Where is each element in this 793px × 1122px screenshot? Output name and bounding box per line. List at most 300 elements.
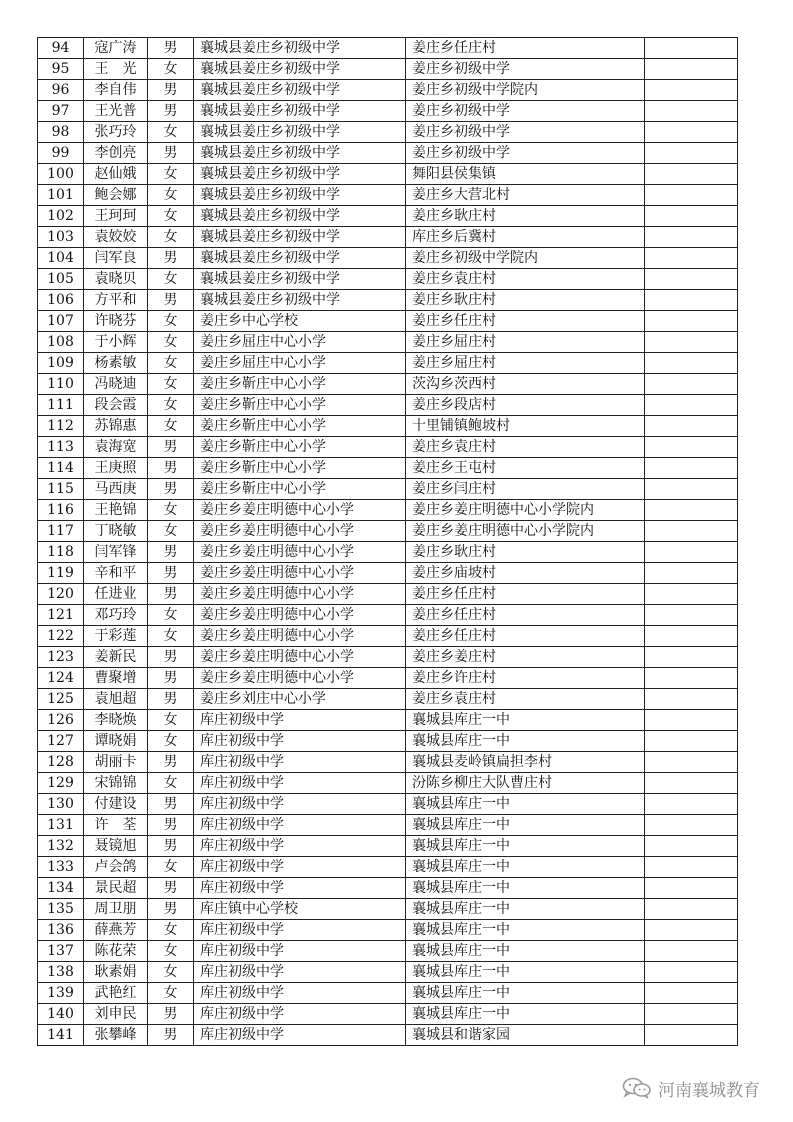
- person-name-cell: 聂镜旭: [84, 836, 148, 857]
- table-row: [38, 878, 738, 899]
- work-unit-cell: 库庄初级中学: [194, 941, 406, 962]
- table-row: [38, 731, 738, 752]
- work-unit-cell: 姜庄乡姜庄明德中心小学: [194, 626, 406, 647]
- remark-cell: [645, 143, 738, 164]
- person-name-cell: 王 光: [84, 59, 148, 80]
- gender-cell: 男: [148, 647, 194, 668]
- person-name-cell: 袁姣姣: [84, 227, 148, 248]
- remark-cell: [645, 290, 738, 311]
- home-address-cell: 襄城县库庄一中: [406, 857, 645, 878]
- gender-cell: 男: [148, 479, 194, 500]
- table-row: [38, 101, 738, 122]
- remark-cell: [645, 857, 738, 878]
- person-name-cell: 马西庚: [84, 479, 148, 500]
- gender-cell: 男: [148, 1025, 194, 1046]
- gender-cell: 男: [148, 584, 194, 605]
- remark-cell: [645, 416, 738, 437]
- work-unit-cell: 库庄初级中学: [194, 983, 406, 1004]
- home-address-cell: 姜庄乡王屯村: [406, 458, 645, 479]
- gender-cell: 女: [148, 374, 194, 395]
- gender-cell: 女: [148, 941, 194, 962]
- work-unit-cell: 库庄初级中学: [194, 752, 406, 773]
- row-number-cell: 117: [38, 521, 84, 542]
- person-name-cell: 武艳红: [84, 983, 148, 1004]
- work-unit-cell: 库庄初级中学: [194, 710, 406, 731]
- remark-cell: [645, 773, 738, 794]
- person-name-cell: 赵仙娥: [84, 164, 148, 185]
- gender-cell: 男: [148, 437, 194, 458]
- gender-cell: 男: [148, 1004, 194, 1025]
- home-address-cell: 姜庄乡耿庄村: [406, 290, 645, 311]
- table-row: [38, 395, 738, 416]
- home-address-cell: 襄城县麦岭镇扁担李村: [406, 752, 645, 773]
- gender-cell: 男: [148, 563, 194, 584]
- work-unit-cell: 姜庄乡姜庄明德中心小学: [194, 668, 406, 689]
- gender-cell: 女: [148, 626, 194, 647]
- row-number-cell: 123: [38, 647, 84, 668]
- person-name-cell: 张巧玲: [84, 122, 148, 143]
- work-unit-cell: 库庄初级中学: [194, 962, 406, 983]
- roster-table: [37, 37, 738, 1046]
- work-unit-cell: 襄城县姜庄乡初级中学: [194, 206, 406, 227]
- remark-cell: [645, 899, 738, 920]
- person-name-cell: 段会霞: [84, 395, 148, 416]
- home-address-cell: 姜庄乡姜庄明德中心小学院内: [406, 521, 645, 542]
- remark-cell: [645, 626, 738, 647]
- row-number-cell: 122: [38, 626, 84, 647]
- remark-cell: [645, 269, 738, 290]
- row-number-cell: 119: [38, 563, 84, 584]
- remark-cell: [645, 59, 738, 80]
- gender-cell: 男: [148, 899, 194, 920]
- table-row: [38, 899, 738, 920]
- home-address-cell: 姜庄乡初级中学: [406, 101, 645, 122]
- person-name-cell: 王艳锦: [84, 500, 148, 521]
- home-address-cell: 姜庄乡袁庄村: [406, 437, 645, 458]
- row-number-cell: 121: [38, 605, 84, 626]
- home-address-cell: 姜庄乡耿庄村: [406, 206, 645, 227]
- gender-cell: 男: [148, 668, 194, 689]
- remark-cell: [645, 1025, 738, 1046]
- home-address-cell: 库庄乡后冀村: [406, 227, 645, 248]
- table-row: [38, 122, 738, 143]
- person-name-cell: 李晓焕: [84, 710, 148, 731]
- gender-cell: 女: [148, 122, 194, 143]
- remark-cell: [645, 437, 738, 458]
- home-address-cell: 襄城县库庄一中: [406, 836, 645, 857]
- row-number-cell: 135: [38, 899, 84, 920]
- table-row: [38, 542, 738, 563]
- home-address-cell: 姜庄乡屈庄村: [406, 332, 645, 353]
- person-name-cell: 薛燕芳: [84, 920, 148, 941]
- remark-cell: [645, 353, 738, 374]
- person-name-cell: 丁晓敏: [84, 521, 148, 542]
- person-name-cell: 胡丽卡: [84, 752, 148, 773]
- home-address-cell: 姜庄乡袁庄村: [406, 269, 645, 290]
- remark-cell: [645, 521, 738, 542]
- row-number-cell: 112: [38, 416, 84, 437]
- table-row: [38, 668, 738, 689]
- home-address-cell: 姜庄乡袁庄村: [406, 689, 645, 710]
- gender-cell: 女: [148, 773, 194, 794]
- row-number-cell: 98: [38, 122, 84, 143]
- row-number-cell: 114: [38, 458, 84, 479]
- home-address-cell: 襄城县库庄一中: [406, 731, 645, 752]
- gender-cell: 男: [148, 80, 194, 101]
- person-name-cell: 冯晓迪: [84, 374, 148, 395]
- home-address-cell: 姜庄乡闫庄村: [406, 479, 645, 500]
- row-number-cell: 140: [38, 1004, 84, 1025]
- table-row: [38, 437, 738, 458]
- home-address-cell: 姜庄乡耿庄村: [406, 542, 645, 563]
- table-row: [38, 500, 738, 521]
- work-unit-cell: 襄城县姜庄乡初级中学: [194, 143, 406, 164]
- table-row: [38, 374, 738, 395]
- person-name-cell: 宋锦锦: [84, 773, 148, 794]
- remark-cell: [645, 710, 738, 731]
- row-number-cell: 130: [38, 794, 84, 815]
- gender-cell: 男: [148, 101, 194, 122]
- row-number-cell: 101: [38, 185, 84, 206]
- table-row: [38, 59, 738, 80]
- remark-cell: [645, 584, 738, 605]
- row-number-cell: 106: [38, 290, 84, 311]
- person-name-cell: 陈花荣: [84, 941, 148, 962]
- gender-cell: 女: [148, 920, 194, 941]
- row-number-cell: 96: [38, 80, 84, 101]
- work-unit-cell: 姜庄乡姜庄明德中心小学: [194, 584, 406, 605]
- person-name-cell: 王光普: [84, 101, 148, 122]
- home-address-cell: 姜庄乡任庄村: [406, 38, 645, 59]
- row-number-cell: 102: [38, 206, 84, 227]
- table-row: [38, 794, 738, 815]
- person-name-cell: 邓巧玲: [84, 605, 148, 626]
- person-name-cell: 闫军良: [84, 248, 148, 269]
- person-name-cell: 辛和平: [84, 563, 148, 584]
- remark-cell: [645, 752, 738, 773]
- work-unit-cell: 襄城县姜庄乡初级中学: [194, 122, 406, 143]
- table-row: [38, 962, 738, 983]
- table-row: [38, 248, 738, 269]
- table-row: [38, 80, 738, 101]
- person-name-cell: 耿素娟: [84, 962, 148, 983]
- row-number-cell: 139: [38, 983, 84, 1004]
- work-unit-cell: 襄城县姜庄乡初级中学: [194, 59, 406, 80]
- row-number-cell: 126: [38, 710, 84, 731]
- remark-cell: [645, 80, 738, 101]
- remark-cell: [645, 689, 738, 710]
- person-name-cell: 李创亮: [84, 143, 148, 164]
- gender-cell: 女: [148, 311, 194, 332]
- person-name-cell: 刘申民: [84, 1004, 148, 1025]
- row-number-cell: 113: [38, 437, 84, 458]
- person-name-cell: 袁晓贝: [84, 269, 148, 290]
- table-row: [38, 143, 738, 164]
- table-row: [38, 1025, 738, 1046]
- table-row: [38, 206, 738, 227]
- person-name-cell: 任进业: [84, 584, 148, 605]
- home-address-cell: 姜庄乡段店村: [406, 395, 645, 416]
- home-address-cell: 襄城县库庄一中: [406, 794, 645, 815]
- home-address-cell: 襄城县库庄一中: [406, 815, 645, 836]
- table-row: [38, 563, 738, 584]
- row-number-cell: 105: [38, 269, 84, 290]
- row-number-cell: 120: [38, 584, 84, 605]
- remark-cell: [645, 38, 738, 59]
- table-row: [38, 710, 738, 731]
- row-number-cell: 136: [38, 920, 84, 941]
- person-name-cell: 苏锦惠: [84, 416, 148, 437]
- gender-cell: 男: [148, 836, 194, 857]
- roster-table-container: [37, 37, 738, 1046]
- home-address-cell: 姜庄乡任庄村: [406, 605, 645, 626]
- gender-cell: 女: [148, 857, 194, 878]
- row-number-cell: 100: [38, 164, 84, 185]
- work-unit-cell: 库庄初级中学: [194, 1004, 406, 1025]
- row-number-cell: 133: [38, 857, 84, 878]
- remark-cell: [645, 941, 738, 962]
- gender-cell: 男: [148, 878, 194, 899]
- table-row: [38, 920, 738, 941]
- work-unit-cell: 姜庄乡靳庄中心小学: [194, 374, 406, 395]
- home-address-cell: 姜庄乡初级中学院内: [406, 248, 645, 269]
- gender-cell: 男: [148, 542, 194, 563]
- person-name-cell: 王庚照: [84, 458, 148, 479]
- table-row: [38, 416, 738, 437]
- home-address-cell: 姜庄乡任庄村: [406, 626, 645, 647]
- row-number-cell: 110: [38, 374, 84, 395]
- home-address-cell: 姜庄乡姜庄明德中心小学院内: [406, 500, 645, 521]
- work-unit-cell: 襄城县姜庄乡初级中学: [194, 164, 406, 185]
- gender-cell: 男: [148, 290, 194, 311]
- work-unit-cell: 姜庄乡屈庄中心小学: [194, 353, 406, 374]
- work-unit-cell: 姜庄乡姜庄明德中心小学: [194, 500, 406, 521]
- row-number-cell: 127: [38, 731, 84, 752]
- table-row: [38, 38, 738, 59]
- table-row: [38, 164, 738, 185]
- row-number-cell: 116: [38, 500, 84, 521]
- person-name-cell: 杨素敏: [84, 353, 148, 374]
- home-address-cell: 茨沟乡茨西村: [406, 374, 645, 395]
- work-unit-cell: 库庄初级中学: [194, 794, 406, 815]
- home-address-cell: 姜庄乡庙坡村: [406, 563, 645, 584]
- work-unit-cell: 姜庄乡姜庄明德中心小学: [194, 605, 406, 626]
- remark-cell: [645, 1004, 738, 1025]
- table-row: [38, 584, 738, 605]
- remark-cell: [645, 311, 738, 332]
- table-row: [38, 290, 738, 311]
- remark-cell: [645, 605, 738, 626]
- work-unit-cell: 姜庄乡靳庄中心小学: [194, 416, 406, 437]
- table-row: [38, 647, 738, 668]
- row-number-cell: 141: [38, 1025, 84, 1046]
- remark-cell: [645, 794, 738, 815]
- row-number-cell: 108: [38, 332, 84, 353]
- gender-cell: 女: [148, 521, 194, 542]
- row-number-cell: 115: [38, 479, 84, 500]
- work-unit-cell: 姜庄乡刘庄中心小学: [194, 689, 406, 710]
- person-name-cell: 鲍会娜: [84, 185, 148, 206]
- table-row: [38, 332, 738, 353]
- gender-cell: 男: [148, 248, 194, 269]
- remark-cell: [645, 185, 738, 206]
- remark-cell: [645, 101, 738, 122]
- row-number-cell: 95: [38, 59, 84, 80]
- remark-cell: [645, 374, 738, 395]
- row-number-cell: 94: [38, 38, 84, 59]
- home-address-cell: 襄城县库庄一中: [406, 899, 645, 920]
- table-row: [38, 941, 738, 962]
- work-unit-cell: 姜庄乡姜庄明德中心小学: [194, 542, 406, 563]
- gender-cell: 男: [148, 794, 194, 815]
- gender-cell: 女: [148, 59, 194, 80]
- row-number-cell: 104: [38, 248, 84, 269]
- gender-cell: 男: [148, 458, 194, 479]
- table-row: [38, 269, 738, 290]
- person-name-cell: 王珂珂: [84, 206, 148, 227]
- home-address-cell: 襄城县和谐家园: [406, 1025, 645, 1046]
- home-address-cell: 姜庄乡任庄村: [406, 584, 645, 605]
- work-unit-cell: 库庄初级中学: [194, 857, 406, 878]
- home-address-cell: 姜庄乡初级中学: [406, 59, 645, 80]
- person-name-cell: 李自伟: [84, 80, 148, 101]
- table-row: [38, 227, 738, 248]
- gender-cell: 男: [148, 143, 194, 164]
- gender-cell: 男: [148, 38, 194, 59]
- gender-cell: 女: [148, 269, 194, 290]
- row-number-cell: 103: [38, 227, 84, 248]
- row-number-cell: 132: [38, 836, 84, 857]
- remark-cell: [645, 563, 738, 584]
- watermark-text: 河南襄城教育: [658, 1080, 760, 1101]
- gender-cell: 女: [148, 206, 194, 227]
- remark-cell: [645, 878, 738, 899]
- gender-cell: 女: [148, 227, 194, 248]
- remark-cell: [645, 668, 738, 689]
- person-name-cell: 寇广涛: [84, 38, 148, 59]
- home-address-cell: 襄城县库庄一中: [406, 983, 645, 1004]
- row-number-cell: 134: [38, 878, 84, 899]
- person-name-cell: 袁海宽: [84, 437, 148, 458]
- work-unit-cell: 库庄镇中心学校: [194, 899, 406, 920]
- remark-cell: [645, 227, 738, 248]
- person-name-cell: 方平和: [84, 290, 148, 311]
- person-name-cell: 于彩莲: [84, 626, 148, 647]
- gender-cell: 女: [148, 353, 194, 374]
- row-number-cell: 99: [38, 143, 84, 164]
- person-name-cell: 景民超: [84, 878, 148, 899]
- remark-cell: [645, 647, 738, 668]
- person-name-cell: 张攀峰: [84, 1025, 148, 1046]
- table-row: [38, 752, 738, 773]
- remark-cell: [645, 983, 738, 1004]
- gender-cell: 女: [148, 983, 194, 1004]
- home-address-cell: 襄城县库庄一中: [406, 710, 645, 731]
- remark-cell: [645, 815, 738, 836]
- remark-cell: [645, 500, 738, 521]
- work-unit-cell: 姜庄乡靳庄中心小学: [194, 458, 406, 479]
- remark-cell: [645, 206, 738, 227]
- gender-cell: 女: [148, 416, 194, 437]
- work-unit-cell: 襄城县姜庄乡初级中学: [194, 248, 406, 269]
- person-name-cell: 闫军锋: [84, 542, 148, 563]
- table-row: [38, 815, 738, 836]
- table-row: [38, 773, 738, 794]
- row-number-cell: 107: [38, 311, 84, 332]
- home-address-cell: 舞阳县侯集镇: [406, 164, 645, 185]
- home-address-cell: 姜庄乡姜庄村: [406, 647, 645, 668]
- home-address-cell: 襄城县库庄一中: [406, 1004, 645, 1025]
- work-unit-cell: 库庄初级中学: [194, 878, 406, 899]
- home-address-cell: 姜庄乡初级中学院内: [406, 80, 645, 101]
- work-unit-cell: 库庄初级中学: [194, 920, 406, 941]
- gender-cell: 女: [148, 332, 194, 353]
- table-row: [38, 353, 738, 374]
- remark-cell: [645, 479, 738, 500]
- gender-cell: 女: [148, 395, 194, 416]
- wechat-icon: [622, 1077, 652, 1099]
- gender-cell: 女: [148, 710, 194, 731]
- home-address-cell: 姜庄乡屈庄村: [406, 353, 645, 374]
- row-number-cell: 118: [38, 542, 84, 563]
- work-unit-cell: 姜庄乡姜庄明德中心小学: [194, 521, 406, 542]
- table-row: [38, 185, 738, 206]
- remark-cell: [645, 836, 738, 857]
- person-name-cell: 袁旭超: [84, 689, 148, 710]
- work-unit-cell: 襄城县姜庄乡初级中学: [194, 38, 406, 59]
- row-number-cell: 111: [38, 395, 84, 416]
- table-row: [38, 458, 738, 479]
- work-unit-cell: 姜庄乡靳庄中心小学: [194, 395, 406, 416]
- gender-cell: 女: [148, 164, 194, 185]
- person-name-cell: 许 荃: [84, 815, 148, 836]
- work-unit-cell: 姜庄乡姜庄明德中心小学: [194, 563, 406, 584]
- work-unit-cell: 库庄初级中学: [194, 1025, 406, 1046]
- work-unit-cell: 襄城县姜庄乡初级中学: [194, 80, 406, 101]
- home-address-cell: 姜庄乡初级中学: [406, 143, 645, 164]
- row-number-cell: 131: [38, 815, 84, 836]
- person-name-cell: 曹聚增: [84, 668, 148, 689]
- remark-cell: [645, 920, 738, 941]
- remark-cell: [645, 731, 738, 752]
- row-number-cell: 138: [38, 962, 84, 983]
- table-row: [38, 479, 738, 500]
- home-address-cell: 襄城县库庄一中: [406, 941, 645, 962]
- person-name-cell: 许晓芬: [84, 311, 148, 332]
- remark-cell: [645, 542, 738, 563]
- table-row: [38, 521, 738, 542]
- remark-cell: [645, 164, 738, 185]
- person-name-cell: 付建设: [84, 794, 148, 815]
- table-row: [38, 626, 738, 647]
- row-number-cell: 128: [38, 752, 84, 773]
- remark-cell: [645, 122, 738, 143]
- work-unit-cell: 襄城县姜庄乡初级中学: [194, 101, 406, 122]
- remark-cell: [645, 395, 738, 416]
- gender-cell: 男: [148, 752, 194, 773]
- person-name-cell: 姜新民: [84, 647, 148, 668]
- person-name-cell: 周卫朋: [84, 899, 148, 920]
- home-address-cell: 襄城县库庄一中: [406, 920, 645, 941]
- work-unit-cell: 襄城县姜庄乡初级中学: [194, 227, 406, 248]
- roster-table-body: [38, 38, 738, 1046]
- work-unit-cell: 库庄初级中学: [194, 731, 406, 752]
- row-number-cell: 137: [38, 941, 84, 962]
- work-unit-cell: 姜庄乡屈庄中心小学: [194, 332, 406, 353]
- row-number-cell: 109: [38, 353, 84, 374]
- table-row: [38, 983, 738, 1004]
- table-row: [38, 605, 738, 626]
